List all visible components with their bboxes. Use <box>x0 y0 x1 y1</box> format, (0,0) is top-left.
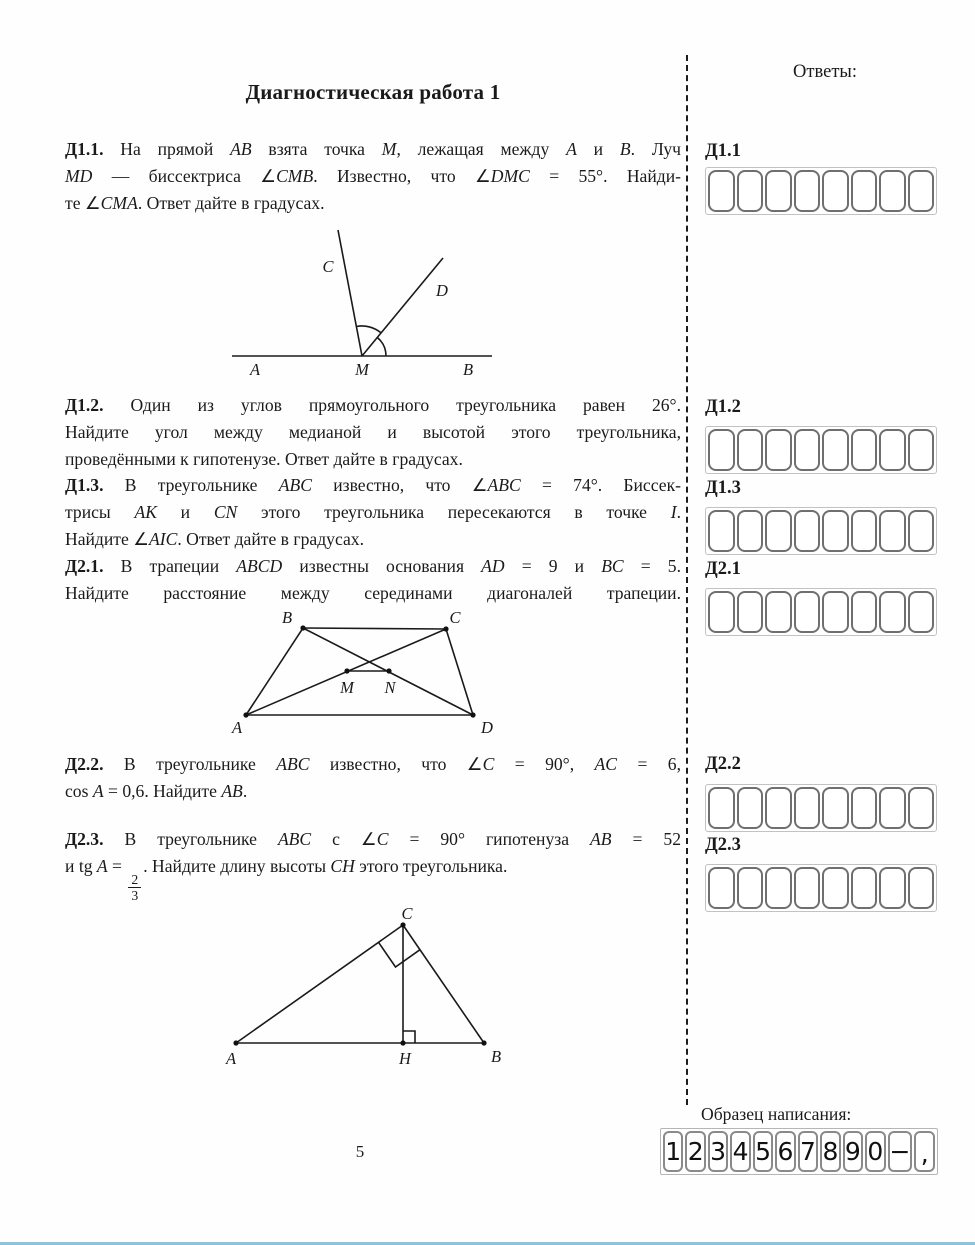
answer-cell <box>765 429 792 471</box>
label-D: D <box>481 718 493 737</box>
answer-cell <box>851 591 878 633</box>
answer-cell <box>822 591 849 633</box>
answer-cell <box>851 429 878 471</box>
text-line: MD — биссектриса ∠CMB. Известно, что ∠DMC = 55°. Найди- <box>65 166 681 186</box>
side-CD <box>446 629 473 715</box>
answer-cell <box>879 787 906 829</box>
answer-cell <box>851 867 878 909</box>
answer-cell <box>765 591 792 633</box>
answer-cell <box>908 787 935 829</box>
label-M: M <box>340 678 354 697</box>
text-line: Д1.3. В треугольнике ABC известно, что ∠ABC = 74°. Биссек- <box>65 475 681 495</box>
fraction: $\frac{2}{3}$ <box>128 872 141 903</box>
text-line: Д2.2. В треугольнике ABC известно, что ∠C = 90°, AC = 6, <box>65 754 681 774</box>
sample-char-cell: 8 <box>820 1131 840 1172</box>
answer-strip-d1-1 <box>705 167 937 215</box>
sample-char-cell: , <box>914 1131 934 1172</box>
answer-label-d1-3: Д1.3 <box>705 478 741 498</box>
answer-cell <box>708 429 735 471</box>
label-A: A <box>225 1049 237 1068</box>
sample-char-cell: 2 <box>685 1131 705 1172</box>
sample-char-cell: 1 <box>663 1131 683 1172</box>
label-A: A <box>249 360 261 379</box>
answer-cell <box>822 510 849 552</box>
answer-cell <box>822 429 849 471</box>
text-line: трисы AK и CN этого треугольника пересекаются в точке I. <box>65 502 681 522</box>
answer-strip-d2-3 <box>705 864 937 912</box>
label-B: B <box>281 608 293 627</box>
arc-CMD <box>356 326 381 333</box>
answer-cell <box>737 591 764 633</box>
answer-cell <box>908 429 935 471</box>
writing-sample-strip <box>660 1128 938 1175</box>
answer-strip-d1-3 <box>705 507 937 555</box>
answer-cell <box>879 867 906 909</box>
page-number: 5 <box>355 1142 365 1161</box>
sample-char-cell: 5 <box>753 1131 773 1172</box>
sample-char-cell: 7 <box>798 1131 818 1172</box>
answer-label-d1-2: Д1.2 <box>705 397 741 417</box>
answer-cell <box>851 170 878 212</box>
label-M: M <box>355 360 369 379</box>
ray-MD <box>362 258 443 356</box>
dashed-divider <box>686 55 688 1105</box>
text-line: и tg A = $\frac{2}{3}$ . Найдите длину высоты CH этого треугольника. <box>65 856 508 903</box>
answer-cell <box>708 170 735 212</box>
figure-angle-bisector <box>228 222 495 382</box>
label-N: N <box>384 678 396 697</box>
answer-cell <box>737 787 764 829</box>
text-line: Найдите расстояние между серединами диагоналей трапеции. <box>65 583 681 603</box>
answer-cell <box>822 787 849 829</box>
label-B: B <box>462 360 474 379</box>
problem-d2-3 <box>65 826 681 903</box>
answer-cell <box>794 787 821 829</box>
problem-d1-3 <box>65 472 681 553</box>
answer-cell <box>794 510 821 552</box>
answer-cell <box>794 591 821 633</box>
problem-d2-1 <box>65 553 681 607</box>
answers-header: Ответы: <box>793 62 857 82</box>
text-line: Д1.2. Один из углов прямоугольного треугольника равен 26°. <box>65 395 681 415</box>
answer-cell <box>794 170 821 212</box>
sample-char-cell: 9 <box>843 1131 863 1172</box>
answer-label-d2-2: Д2.2 <box>705 754 741 774</box>
answer-cell <box>879 429 906 471</box>
answer-cell <box>908 867 935 909</box>
page-title: Диагностическая работа 1 <box>245 80 501 104</box>
answer-label-d1-1: Д1.1 <box>705 141 741 161</box>
text-line: Найдите ∠AIC. Ответ дайте в градусах. <box>65 529 364 549</box>
answer-label-d2-1: Д2.1 <box>705 559 741 579</box>
answer-cell <box>737 429 764 471</box>
writing-sample-label: Образец написания: <box>701 1104 852 1124</box>
sample-char-cell: 0 <box>865 1131 885 1172</box>
answer-cell <box>708 867 735 909</box>
figure-right-triangle <box>215 903 505 1071</box>
problem-d2-2 <box>65 751 681 805</box>
text-line: проведёнными к гипотенузе. Ответ дайте в градусах. <box>65 449 463 469</box>
sample-char-cell: 6 <box>775 1131 795 1172</box>
side-BC <box>303 628 446 629</box>
text-line: те ∠CMA. Ответ дайте в градусах. <box>65 193 325 213</box>
answer-cell <box>794 867 821 909</box>
answer-cell <box>737 510 764 552</box>
answer-cell <box>765 170 792 212</box>
figure-trapezoid <box>225 605 500 740</box>
text-line: cos A = 0,6. Найдите AB. <box>65 781 248 801</box>
answer-strip-d2-2 <box>705 784 937 832</box>
side-CB <box>403 925 484 1043</box>
sample-char-cell: 3 <box>708 1131 728 1172</box>
answer-cell <box>879 170 906 212</box>
label-C: C <box>401 904 413 923</box>
text-line: Д2.3. В треугольнике ABC с ∠C = 90° гипотенуза AB = 52 <box>65 829 681 849</box>
answer-cell <box>822 867 849 909</box>
answer-cell <box>822 170 849 212</box>
answer-cell <box>794 429 821 471</box>
label-A: A <box>231 718 243 737</box>
answer-cell <box>708 591 735 633</box>
label-D: D <box>436 281 448 300</box>
text-line: Д2.1. В трапеции ABCD известны основания AD = 9 и BC = 5. <box>65 556 681 576</box>
ray-MC <box>338 230 362 356</box>
label-B: B <box>490 1047 502 1066</box>
problem-d1-1 <box>65 136 681 217</box>
label-H: H <box>399 1049 411 1068</box>
answer-cell <box>851 787 878 829</box>
answer-cell <box>879 591 906 633</box>
answer-label-d2-3: Д2.3 <box>705 835 741 855</box>
answer-cell <box>879 510 906 552</box>
answer-cell <box>908 170 935 212</box>
answer-cell <box>737 867 764 909</box>
answer-cell <box>851 510 878 552</box>
answer-strip-d2-1 <box>705 588 937 636</box>
answer-cell <box>737 170 764 212</box>
answer-cell <box>765 510 792 552</box>
answer-cell <box>708 787 735 829</box>
right-angle-mark-C <box>379 942 421 967</box>
text-line: Найдите угол между медианой и высотой этого треугольника, <box>65 422 681 442</box>
sample-char-cell: 4 <box>730 1131 750 1172</box>
label-C: C <box>449 608 461 627</box>
label-C: C <box>322 257 334 276</box>
arc-DMB <box>377 338 386 357</box>
text-line: Д1.1. На прямой AB взята точка M, лежащая между A и B. Луч <box>65 139 681 159</box>
answer-cell <box>908 510 935 552</box>
answer-cell <box>908 591 935 633</box>
answer-cell <box>708 510 735 552</box>
sample-char-cell: − <box>888 1131 913 1172</box>
answer-strip-d1-2 <box>705 426 937 474</box>
problem-d1-2 <box>65 392 681 473</box>
answer-cell <box>765 787 792 829</box>
answer-cell <box>765 867 792 909</box>
